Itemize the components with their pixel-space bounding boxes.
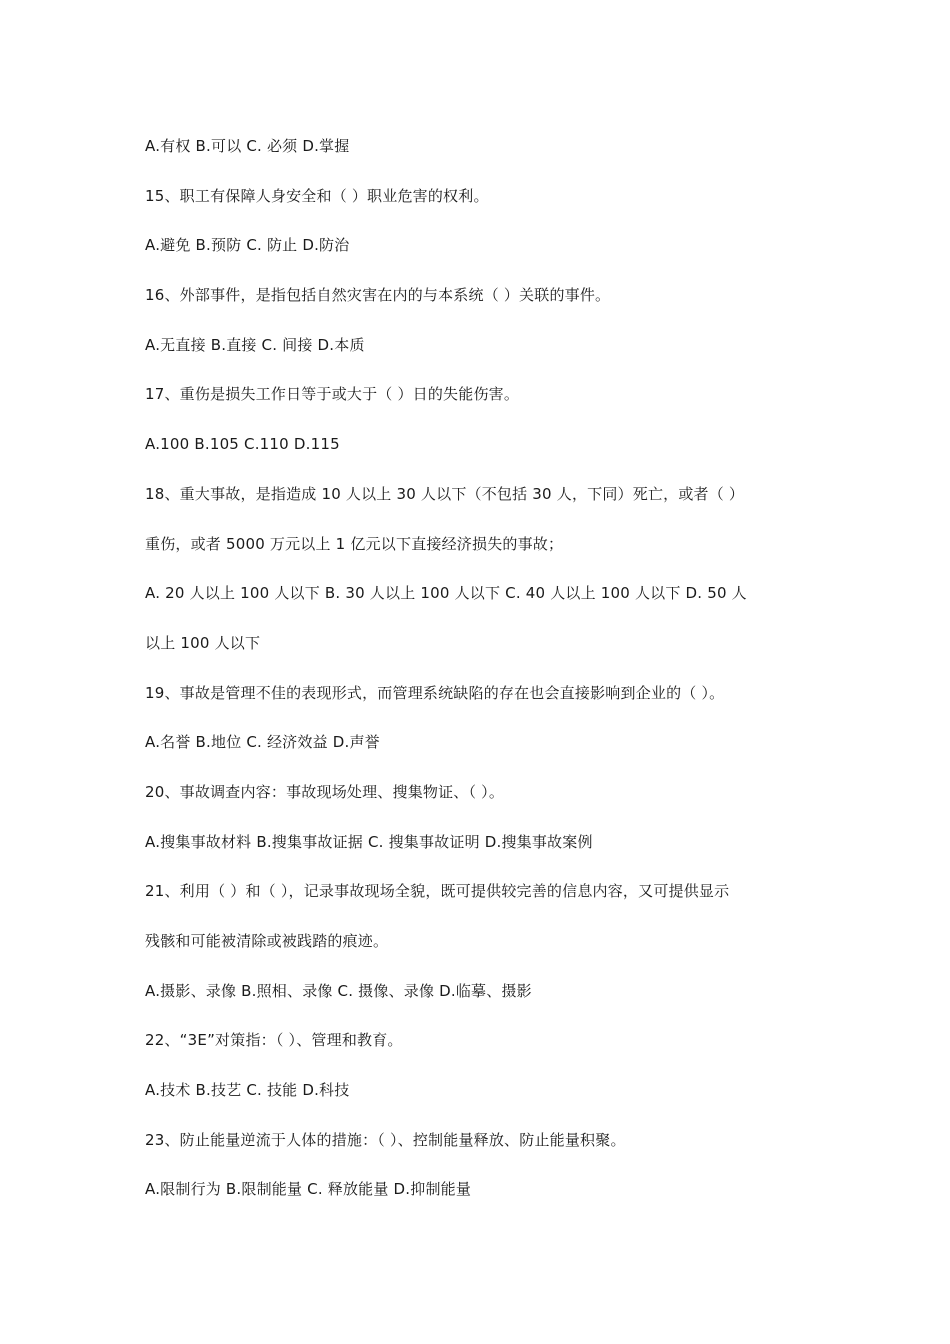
answer-options-20: A.搜集事故材料 B.搜集事故证据 C. 搜集事故证明 D.搜集事故案例 <box>145 832 593 851</box>
question-19: 19、事故是管理不佳的表现形式，而管理系统缺陷的存在也会直接影响到企业的（ ）。 <box>145 683 725 702</box>
question-21-line-1: 21、利用（ ）和（ ），记录事故现场全貌，既可提供较完善的信息内容，又可提供显示 <box>145 882 730 901</box>
answer-options-14: A.有权 B.可以 C. 必须 D.掌握 <box>145 137 350 155</box>
answer-options-16: A.无直接 B.直接 C. 间接 D.本质 <box>145 335 365 354</box>
answer-options-18-line-1: A. 20 人以上 100 人以下 B. 30 人以上 100 人以下 C. 40 人以上 100 人以下 D. 50 人 <box>145 584 747 603</box>
question-16: 16、外部事件，是指包括自然灾害在内的与本系统（ ）关联的事件。 <box>145 286 611 305</box>
question-18-line-2: 重伤，或者 5000 万元以上 1 亿元以下直接经济损失的事故； <box>145 534 564 553</box>
answer-options-15: A.避免 B.预防 C. 防止 D.防治 <box>145 236 350 255</box>
question-22: 22、“3E”对策指：（ ）、管理和教育。 <box>145 1031 403 1050</box>
question-17: 17、重伤是损失工作日等于或大于（ ）日的失能伤害。 <box>145 385 520 404</box>
answer-options-22: A.技术 B.技艺 C. 技能 D.科技 <box>145 1081 350 1100</box>
answer-options-23: A.限制行为 B.限制能量 C. 释放能量 D.抑制能量 <box>145 1180 472 1199</box>
question-18-line-1: 18、重大事故，是指造成 10 人以上 30 人以下（不包括 30 人，下同）死亡，或者（ ） <box>145 484 745 503</box>
answer-options-18-line-2: 以上 100 人以下 <box>145 633 261 652</box>
question-15: 15、职工有保障人身安全和（ ）职业危害的权利。 <box>145 186 489 205</box>
answer-options-17: A.100 B.105 C.110 D.115 <box>145 435 340 454</box>
question-23: 23、防止能量逆流于人体的措施：（ ）、控制能量释放、防止能量积聚。 <box>145 1130 626 1149</box>
question-list <box>145 122 810 1215</box>
answer-options-19: A.名誉 B.地位 C. 经济效益 D.声誉 <box>145 733 380 752</box>
question-21-line-2: 残骸和可能被清除或被践踏的痕迹。 <box>145 932 389 950</box>
question-20: 20、事故调查内容：事故现场处理、搜集物证、（ ）。 <box>145 782 505 801</box>
answer-options-21: A.摄影、录像 B.照相、录像 C. 摄像、录像 D.临摹、摄影 <box>145 981 532 1000</box>
